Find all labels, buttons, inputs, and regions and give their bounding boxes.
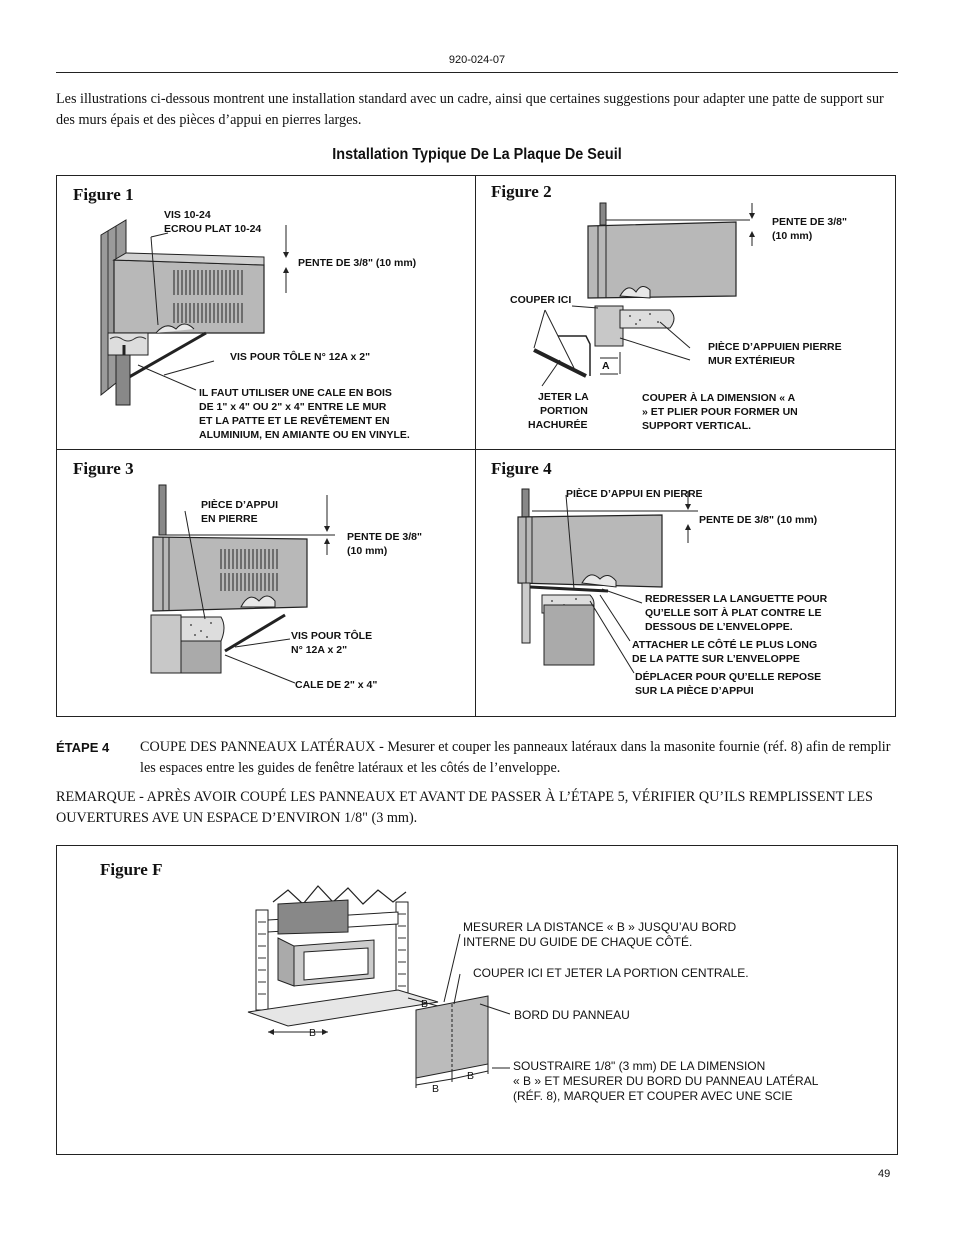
fig1-label-shim-1: IL FAUT UTILISER UNE CALE EN BOIS <box>199 387 392 399</box>
fig1-label-sheet-screw: VIS POUR TÔLE N° 12A x 2" <box>230 351 371 363</box>
fig2-label-sill-2: MUR EXTÉRIEUR <box>708 355 795 367</box>
fig1-label-shim-4: ALUMINIUM, EN AMIANTE OU EN VINYLE. <box>199 429 410 441</box>
fig2-label-discard-2: PORTION <box>540 405 588 417</box>
fig2-label-slope-1: PENTE DE 3/8" <box>772 216 848 228</box>
fig2-label-cut-here: COUPER ICI <box>510 294 572 306</box>
fig3-label-sill-2: EN PIERRE <box>201 513 258 525</box>
fig4-label-slope: PENTE DE 3/8" (10 mm) <box>699 514 818 526</box>
figf-label-cut: COUPER ICI ET JETER LA PORTION CENTRALE. <box>473 966 749 980</box>
fig2-label-dim-a: A <box>602 360 610 372</box>
fig4-label-move-1: DÉPLACER POUR QU’ELLE REPOSE <box>635 671 822 683</box>
fig1-label-nut: ECROU PLAT 10-24 <box>164 223 262 235</box>
fig4-label-attach-2: DE LA PATTE SUR L’ENVELOPPE <box>632 653 800 665</box>
fig3-label-slope-2: (10 mm) <box>347 545 388 557</box>
figure-grid-divider-horizontal <box>56 449 896 450</box>
remark-paragraph: REMARQUE - APRÈS AVOIR COUPÉ LES PANNEAUX ET AVANT DE PASSER À L’ÉTAPE 5, VÉRIFIER QU’ILS REMPLISSENT LES OUVERTURES AVE UN ESPACE D’ENVIRON 1/8" (3 mm). <box>56 789 873 826</box>
figf-dim-b-panel-2: B <box>467 1070 475 1082</box>
figf-label-measure-2: INTERNE DU GUIDE DE CHAQUE CÔTÉ. <box>463 935 693 949</box>
fig2-label-cut-dim-2: » ET PLIER POUR FORMER UN <box>642 406 798 418</box>
figf-label-subtract-1: SOUSTRAIRE 1/8" (3 mm) DE LA DIMENSION <box>513 1059 766 1073</box>
fig2-label-discard-3: HACHURÉE <box>528 419 588 431</box>
fig2-label-cut-dim-3: SUPPORT VERTICAL. <box>642 420 752 432</box>
fig1-label-screw: VIS 10-24 <box>164 209 211 221</box>
fig4-label-tab-1: REDRESSER LA LANGUETTE POUR <box>645 593 828 605</box>
fig4-label-sill: PIÈCE D’APPUI EN PIERRE <box>566 488 703 500</box>
fig1-label-slope: PENTE DE 3/8" (10 mm) <box>298 257 417 269</box>
fig3-label-screw-1: VIS POUR TÔLE <box>291 630 373 642</box>
fig4-label-tab-3: DESSOUS DE L’ENVELOPPE. <box>645 621 793 633</box>
step-4-tag: ÉTAPE 4 <box>56 740 110 755</box>
figf-label-subtract-3: (RÉF. 8), MARQUER ET COUPER AVEC UNE SCIE <box>513 1089 793 1103</box>
fig4-label-move-2: SUR LA PIÈCE D’APPUI <box>635 685 754 697</box>
fig3-label-sill-1: PIÈCE D’APPUI <box>201 499 279 511</box>
figure-3-title: Figure 3 <box>73 459 134 478</box>
intro-paragraph: Les illustrations ci-dessous montrent une installation standard avec un cadre, ainsi que certaines suggestions pour adapter une patte de support sur des murs épais et des pièces d’appui en pierres larges. <box>56 91 884 128</box>
page-number: 49 <box>878 1168 891 1180</box>
figf-dim-b-panel-1: B <box>432 1083 440 1095</box>
fig3-label-screw-2: N° 12A x 2" <box>291 644 348 656</box>
fig2-label-discard-1: JETER LA <box>538 391 589 403</box>
figure-4-title: Figure 4 <box>491 459 552 478</box>
fig2-label-sill-1: PIÈCE D’APPUIEN PIERRE <box>708 341 842 353</box>
fig4-label-tab-2: QU’ELLE SOIT À PLAT CONTRE LE <box>645 607 822 619</box>
figf-label-subtract-2: « B » ET MESURER DU BORD DU PANNEAU LATÉRAL <box>513 1074 819 1088</box>
figf-label-edge: BORD DU PANNEAU <box>514 1008 630 1022</box>
section-title: Installation Typique De La Plaque De Seuil <box>332 146 622 163</box>
fig2-label-slope-2: (10 mm) <box>772 230 813 242</box>
fig2-label-cut-dim-1: COUPER À LA DIMENSION « A <box>642 392 796 404</box>
fig3-label-slope-1: PENTE DE 3/8" <box>347 531 423 543</box>
figf-dim-b-left: B <box>309 1027 317 1039</box>
header-rule <box>56 72 898 73</box>
fig4-label-attach-1: ATTACHER LE CÔTÉ LE PLUS LONG <box>632 639 818 651</box>
figure-grid-divider-vertical <box>475 175 476 717</box>
figf-label-measure-1: MESURER LA DISTANCE « B » JUSQU’AU BORD <box>463 920 737 934</box>
figf-dim-b-guide: B <box>421 998 429 1010</box>
figure-2-title: Figure 2 <box>491 182 552 201</box>
figure-1-title: Figure 1 <box>73 185 134 204</box>
fig1-label-shim-2: DE 1" x 4" OU 2" x 4" ENTRE LE MUR <box>199 401 387 413</box>
document-number: 920-024-07 <box>448 54 506 66</box>
step-4-text: COUPE DES PANNEAUX LATÉRAUX - Mesurer et couper les panneaux latéraux dans la masonite fournie (réf. 8) afin de remplir les espaces entre les guides de fenêtre latéraux et les côtés de l’enveloppe. <box>140 739 891 776</box>
figure-f-title: Figure F <box>100 860 163 879</box>
fig3-label-shim: CALE DE 2" x 4" <box>295 679 378 691</box>
fig1-label-shim-3: ET LA PATTE ET LE REVÊTEMENT EN <box>199 415 390 427</box>
